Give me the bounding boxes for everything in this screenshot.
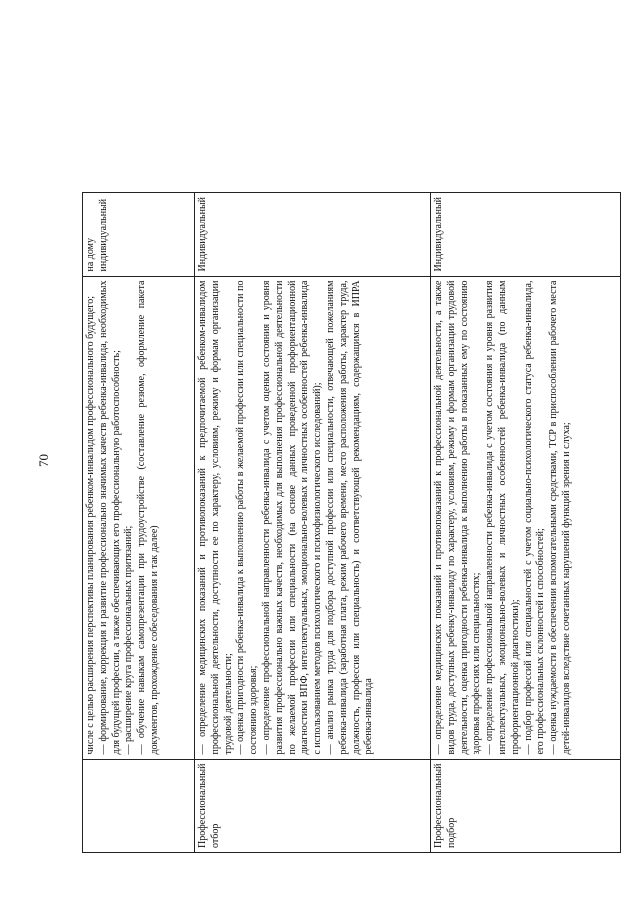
- list-item: — оценка нуждаемости в обеспечении вспомогательными средствами, ТСР в приспособлении рабочего места детей-инвалидов вследствие сочетанных нарушений функций зрения и слуха;: [548, 280, 572, 755]
- list-item: числе с целью расширения перспективы планирования ребенком-инвалидом профессионального будущего;: [85, 295, 96, 755]
- row-form-cell: на дому индивидуальный: [83, 192, 195, 276]
- table-row: [83, 192, 195, 852]
- list-item: — формирование, коррекция и развитие профессионально значимых качеств ребенка-инвалида, необходимых для будущей профессии, а также обеспечивающих его профессиональную работоспособность;: [97, 280, 122, 755]
- list-item: — определение профессиональной направленности ребенка-инвалида с учетом оценки состояния и уровня развития профессионально важных качеств, необходимых для выполнения профессиональной деятельности по желаемой профессии или специальности (на основе данных проведенной профориентационной диагностики ВПФ, интеллектуальных, эмоционально-волевых и личностных особенностей ребенка-инвалида с использованием методов психологического и психофизиологического исследований);: [260, 280, 324, 755]
- row-content-cell: [431, 276, 621, 759]
- list-item: — определение медицинских показаний и противопоказаний к профессиональной деятельности, а также видов труда, доступных ребенку-инвалиду по характеру, условиям, режиму и формам организации трудовой деятельности, оценка пригодности ребенка-инвалида к выполнению работы в показанных ему по состоянию здоровья профессиях или специальностях;: [433, 280, 483, 755]
- list-item: — обучение навыкам самопрезентации при трудоустройстве (составление резюме, оформление пакета документов, прохождение собеседования и так далее): [136, 280, 160, 755]
- row-form-cell: Индивидуальный: [195, 192, 431, 276]
- table-row: [431, 192, 621, 852]
- list-item: — определение медицинских показаний и противопоказаний к предпочитаемой ребенком-инвалидом профессиональной деятельности, доступности ее по характеру, условиям, режиму и формам организации трудовой деятельности;: [197, 280, 234, 755]
- page-number: 70: [36, 454, 51, 467]
- row-form-cell: Индивидуальный: [431, 192, 621, 276]
- row-title-cell: [83, 759, 195, 852]
- list-item: — анализ рынка труда для подбора доступной профессии или специальности, отвечающей пожеланиям ребенка-инвалида (заработная плата, режим рабочего времени, место расположения работы, характер труда, должность, профессия или специальность) и соответствующей рекомендациям, содержащимся в ИПРА ребенка-инвалида: [324, 280, 375, 755]
- list-item: — подбор профессий или специальностей с учетом социально-психологического статуса ребенка-инвалида, его профессиональных склонностей и способностей;: [522, 280, 547, 755]
- table-row: [195, 192, 431, 852]
- list-item: — расширение круга профессиональных притязаний;: [123, 525, 135, 755]
- measures-table: [82, 192, 621, 853]
- row-content-cell: [83, 276, 195, 759]
- list-item: — определение профессиональной направленности ребенка-инвалида с учетом состояния и уровня развития интеллектуальных, эмоционально-волевых и личностных особенностей ребенка-инвалида (по данным профориентационной диагностики);: [484, 280, 521, 755]
- row-content-cell: [195, 276, 431, 759]
- list-item: — оценка пригодности ребенка-инвалида к выполнению работы в желаемой профессии или специальности по состоянию здоровья;: [235, 280, 260, 755]
- row-title-cell: Профессиональный подбор: [431, 759, 621, 852]
- row-title-cell: Профессиональный отбор: [195, 759, 431, 852]
